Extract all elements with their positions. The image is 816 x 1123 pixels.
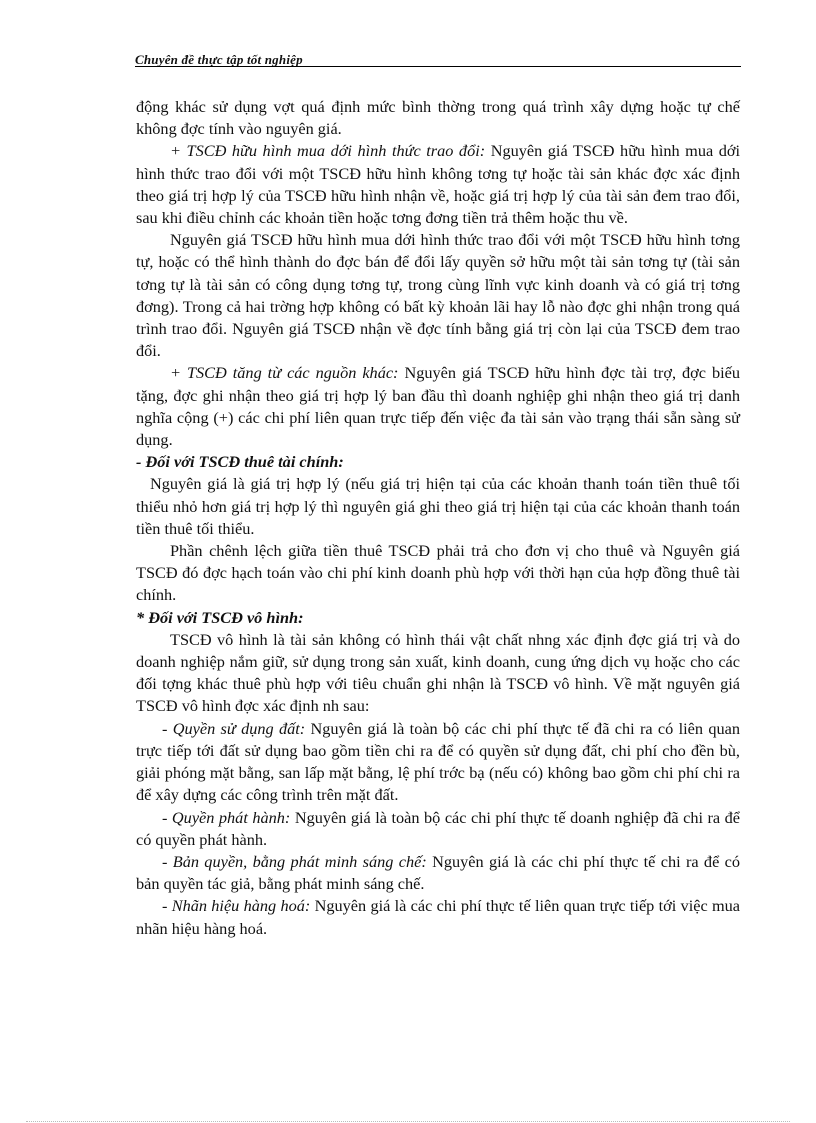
section-heading-finance-lease: - Đối với TSCĐ thuê tài chính: [136, 452, 344, 472]
paragraph-publishing-right [136, 807, 740, 851]
paragraph-text: Nguyên giá TSCĐ hữu hình mua dới hình thức trao đổi với một TSCĐ hữu hình không tơng tự hoặc tài sản khác đợc xác định theo giá trị hợp lý của TSCĐ hữu hình nhận về, hoặc giá trị hợp lý của tài sản đem trao đổi, sau khi điều chỉnh các khoản tiền hoặc tơng đơng tiền trả thêm hoặc thu về. [136, 141, 741, 228]
paragraph-lease-cost: Nguyên giá là giá trị hợp lý (nếu giá trị hiện tại của các khoản thanh toán tiền thuê tối thiểu nhỏ hơn giá trị hợp lý thì nguyên giá ghi theo giá trị hiện tại của các khoản thanh toán tiền thuê tối thiểu. [136, 474, 740, 538]
paragraph-lead: - Nhãn hiệu hàng hoá: [162, 896, 311, 916]
paragraph-text: Nguyên giá là các chi phí thực tế chi ra để có bản quyền tác giả, bằng phát minh sáng chế. [136, 851, 740, 894]
paragraph-lead: + TSCĐ tăng từ các nguồn khác: [170, 363, 399, 383]
paragraph-continuation: động khác sử dụng vợt quá định mức bình thờng trong quá trình xây dựng hoặc tự chế không đợc tính vào nguyên giá. [136, 97, 740, 139]
paragraph-lead: - Bản quyền, bằng phát minh sáng chế: [162, 851, 427, 871]
header-divider [135, 66, 741, 67]
page-bottom-divider [26, 1121, 790, 1122]
paragraph-text: Nguyên giá là toàn bộ các chi phí thực tế doanh nghiệp đã chi ra để có quyền phát hành. [136, 807, 740, 849]
paragraph-lead: + TSCĐ hữu hình mua dới hình thức trao đổi: [170, 141, 486, 161]
paragraph-other-sources [136, 362, 740, 451]
paragraph-trademark [136, 895, 740, 939]
paragraph-lead: - Quyền phát hành: [162, 807, 291, 827]
paragraph-intangible-definition: TSCĐ vô hình là tài sản không có hình thái vật chất nhng xác định đợc giá trị và do doanh nghiệp nắm giữ, sử dụng trong sản xuất, kinh doanh, cung ứng dịch vụ hoặc cho các đối tợng khác thuê phù hợp với tiêu chuẩn ghi nhận là TSCĐ vô hình. Về mặt nguyên giá TSCĐ vô hình đợc xác định nh sau: [136, 629, 740, 716]
page-header-title: Chuyên đề thực tập tốt nghiệp [135, 52, 303, 67]
paragraph-lead: - Quyền sử dụng đất: [162, 718, 306, 738]
paragraph-exchange-purchase [136, 140, 740, 229]
section-heading-intangible: * Đối với TSCĐ vô hình: [136, 607, 304, 627]
paragraph-lease-difference: Phần chênh lệch giữa tiền thuê TSCĐ phải trả cho đơn vị cho thuê và Nguyên giá TSCĐ đó đợc hạch toán vào chi phí kinh doanh phù hợp với thời hạn của hợp đồng thuê tài chính. [136, 541, 740, 605]
paragraph-copyright-patent [136, 851, 740, 895]
document-body [136, 96, 740, 940]
paragraph-similar-exchange: Nguyên giá TSCĐ hữu hình mua dới hình thức trao đổi với một TSCĐ hữu hình tơng tự, hoặc có thể hình thành do đợc bán để đổi lấy quyền sở hữu một tài sản tơng tự (tài sản tơng tự là tài sản có công dụng tơng tự, trong cùng lĩnh vực kinh doanh và có giá trị tơng đơng). Trong cả hai trờng hợp không có bất kỳ khoản lãi hay lỗ nào đợc ghi nhận trong quá trình trao đổi. Nguyên giá TSCĐ nhận về đợc tính bằng giá trị còn lại của TSCĐ đem trao đổi. [136, 230, 740, 361]
paragraph-land-use-right [136, 718, 740, 807]
paragraph-text: Nguyên giá là các chi phí thực tế liên quan trực tiếp tới việc mua nhãn hiệu hàng hoá. [136, 896, 741, 938]
paragraph-text: Nguyên giá là toàn bộ các chi phí thực tế đã chi ra có liên quan trực tiếp tới đất sử dụng bao gồm tiền chi ra để có quyền sử dụng đất, chi phí cho đền bù, giải phóng mặt bằng, san lấp mặt bằng, lệ phí trớc bạ (nếu có) không bao gồm chi phí chi ra để xây dựng các công trình trên mặt đất. [136, 718, 740, 805]
paragraph-text: Nguyên giá TSCĐ hữu hình đợc tài trợ, đợc biếu tặng, đợc ghi nhận theo giá trị hợp lý ban đầu thì doanh nghiệp ghi nhận theo giá trị danh nghĩa cộng (+) các chi phí liên quan trực tiếp đến việc đa tài sản vào trạng thái sẵn sàng sử dụng. [136, 363, 740, 450]
